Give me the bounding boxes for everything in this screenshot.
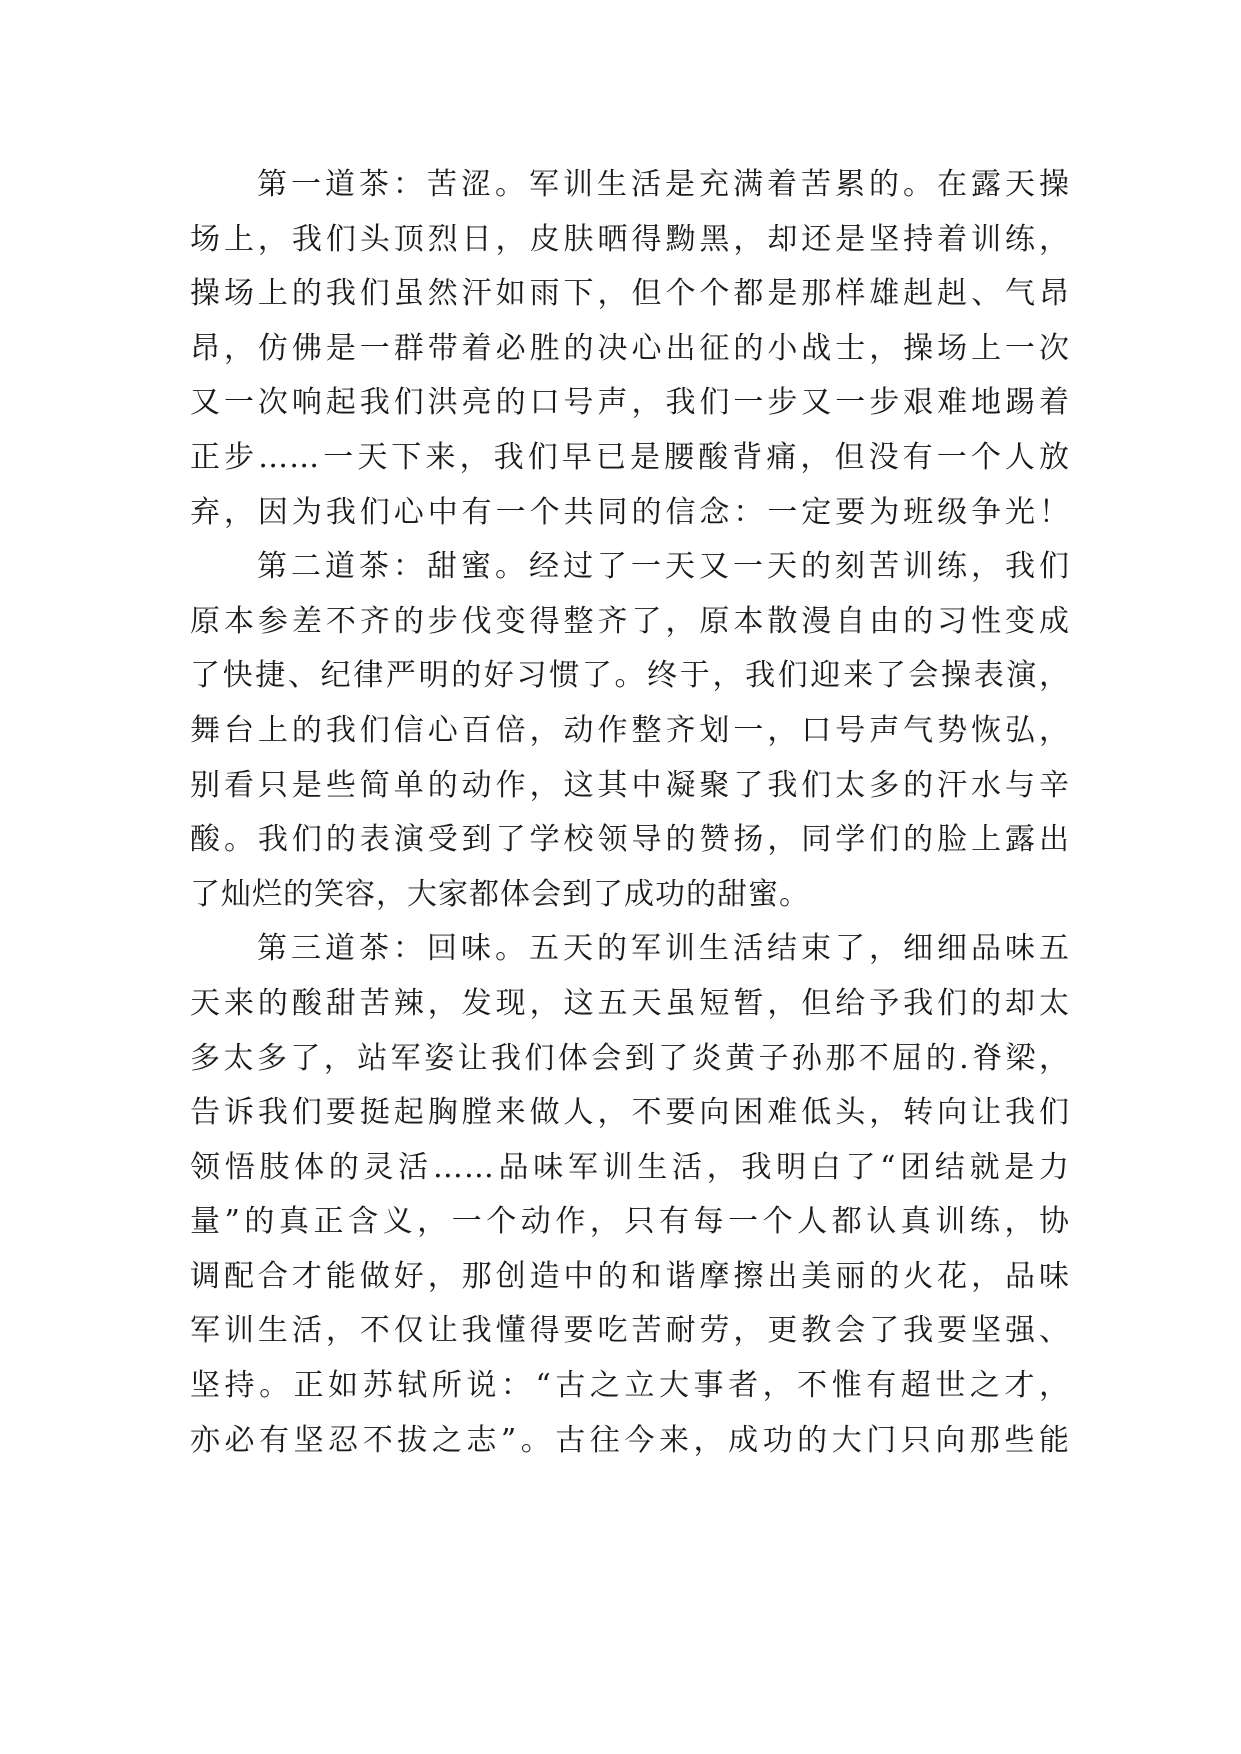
paragraph-2-line-6: 酸。我们的表演受到了学校领导的赞扬，同学们的脸上露出 <box>190 822 1070 858</box>
paragraph-3-line-6: 量”的真正含义，一个动作，只有每一个人都认真训练，协 <box>190 1204 1070 1240</box>
paragraph-3-line-9: 坚持。正如苏轼所说：“古之立大事者，不惟有超世之才， <box>190 1368 1070 1404</box>
paragraph-2-line-3: 了快捷、纪律严明的好习惯了。终于，我们迎来了会操表演， <box>190 658 1070 694</box>
paragraph-1-line-4: 昂，仿佛是一群带着必胜的决心出征的小战士，操场上一次 <box>190 330 1070 366</box>
paragraph-2-line-7: 了灿烂的笑容，大家都体会到了成功的甜蜜。 <box>190 876 810 912</box>
body-text <box>190 158 1070 1468</box>
paragraph-3-line-5: 领悟肢体的灵活……品味军训生活，我明白了“团结就是力 <box>190 1149 1070 1185</box>
paragraph-3-line-2: 天来的酸甜苦辣，发现，这五天虽短暂，但给予我们的却太 <box>190 985 1070 1021</box>
paragraph-1-line-2: 场上，我们头顶烈日，皮肤晒得黝黑，却还是坚持着训练， <box>190 221 1070 257</box>
paragraph-2-line-4: 舞台上的我们信心百倍，动作整齐划一，口号声气势恢弘， <box>190 712 1070 748</box>
paragraph-1-line-6: 正步……一天下来，我们早已是腰酸背痛，但没有一个人放 <box>190 439 1070 475</box>
paragraph-2-line-5: 别看只是些简单的动作，这其中凝聚了我们太多的汗水与辛 <box>190 767 1070 803</box>
paragraph-1-line-7: 弃，因为我们心中有一个共同的信念：一定要为班级争光！ <box>190 494 1070 530</box>
paragraph-3-line-7: 调配合才能做好，那创造中的和谐摩擦出美丽的火花，品味 <box>190 1258 1070 1294</box>
paragraph-3-line-3: 多太多了，站军姿让我们体会到了炎黄子孙那不屈的.脊梁， <box>190 1040 1070 1076</box>
paragraph-2-line-1: 第二道茶：甜蜜。经过了一天又一天的刻苦训练，我们 <box>257 549 1070 585</box>
paragraph-1-line-3: 操场上的我们虽然汗如雨下，但个个都是那样雄赳赳、气昂 <box>190 276 1070 312</box>
paragraph-3-line-8: 军训生活，不仅让我懂得要吃苦耐劳，更教会了我要坚强、 <box>190 1313 1070 1349</box>
paragraph-3-line-4: 告诉我们要挺起胸膛来做人，不要向困难低头，转向让我们 <box>190 1095 1070 1131</box>
paragraph-3-line-1: 第三道茶：回味。五天的军训生活结束了，细细品味五 <box>257 931 1070 967</box>
paragraph-2-line-2: 原本参差不齐的步伐变得整齐了，原本散漫自由的习性变成 <box>190 603 1070 639</box>
paragraph-1-line-5: 又一次响起我们洪亮的口号声，我们一步又一步艰难地踢着 <box>190 385 1070 421</box>
paragraph-1-line-1: 第一道茶：苦涩。军训生活是充满着苦累的。在露天操 <box>257 167 1070 202</box>
paragraph-3-line-10: 亦必有坚忍不拔之志”。古往今来，成功的大门只向那些能 <box>190 1422 1070 1458</box>
